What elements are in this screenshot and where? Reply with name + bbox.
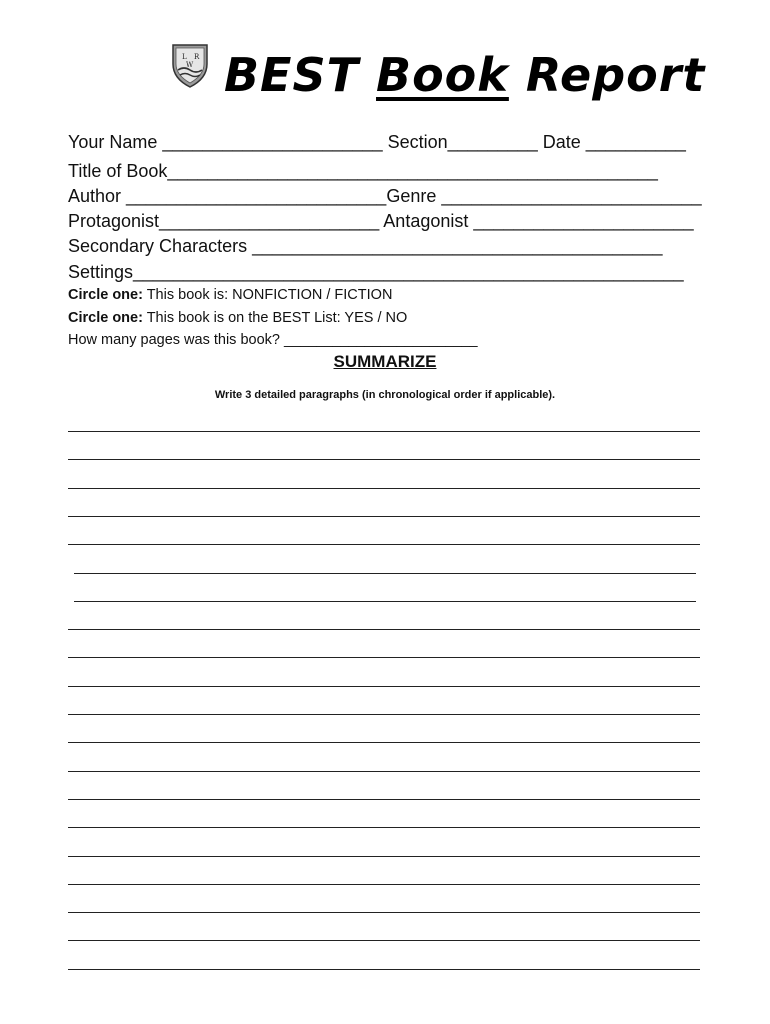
book-title-line[interactable]: Title of Book_________________________________________________ bbox=[68, 161, 658, 181]
title-report: Report bbox=[508, 48, 706, 102]
protagonist-antagonist-line[interactable]: Protagonist______________________ Antagonist ______________________ bbox=[68, 211, 694, 231]
writing-line[interactable] bbox=[68, 827, 700, 828]
secondary-characters-line[interactable]: Secondary Characters _________________________________________ bbox=[68, 236, 663, 256]
circle-one-label: Circle one: bbox=[68, 287, 143, 303]
writing-line[interactable] bbox=[68, 516, 700, 517]
circle-fiction-line[interactable] bbox=[68, 286, 392, 304]
summary-heading: SUMMARIZE bbox=[333, 352, 437, 371]
best-list-choice-text: This book is on the BEST List: YES / NO bbox=[142, 310, 408, 326]
writing-line[interactable] bbox=[68, 488, 700, 489]
writing-line[interactable] bbox=[68, 714, 700, 715]
author-genre-line[interactable]: Author __________________________Genre __________________________ bbox=[68, 186, 702, 206]
writing-line[interactable] bbox=[68, 657, 700, 658]
page-header bbox=[0, 36, 770, 116]
writing-line[interactable] bbox=[68, 856, 700, 857]
page-title bbox=[224, 48, 705, 102]
summary-instruction: Write 3 detailed paragraphs (in chronological order if applicable). bbox=[214, 389, 556, 401]
writing-line[interactable] bbox=[68, 742, 700, 743]
writing-line[interactable] bbox=[68, 969, 700, 970]
title-book: Book bbox=[376, 48, 509, 102]
fiction-choice-text: This book is: NONFICTION / FICTION bbox=[142, 287, 393, 303]
crest-letter-l: L bbox=[182, 53, 187, 61]
title-best: BEST bbox=[224, 48, 377, 102]
page-count-line[interactable]: How many pages was this book? ________________________ bbox=[68, 332, 478, 348]
settings-line[interactable]: Settings_______________________________________________________ bbox=[68, 262, 684, 282]
circle-one-label: Circle one: bbox=[68, 310, 143, 326]
crest-letter-r: R bbox=[194, 53, 200, 61]
writing-line[interactable] bbox=[68, 940, 700, 941]
writing-line[interactable] bbox=[68, 459, 700, 460]
writing-line[interactable] bbox=[68, 912, 700, 913]
writing-line[interactable] bbox=[68, 799, 700, 800]
circle-best-list-line[interactable] bbox=[68, 309, 407, 327]
writing-line[interactable] bbox=[68, 629, 700, 630]
writing-line[interactable] bbox=[68, 544, 700, 545]
writing-line[interactable] bbox=[74, 601, 696, 602]
writing-line[interactable] bbox=[68, 686, 700, 687]
writing-line[interactable] bbox=[68, 884, 700, 885]
name-section-date-line[interactable]: Your Name ______________________ Section_________ Date __________ bbox=[68, 132, 686, 152]
writing-line[interactable] bbox=[74, 573, 696, 574]
writing-line[interactable] bbox=[68, 431, 700, 432]
writing-line[interactable] bbox=[68, 771, 700, 772]
crest-letter-w: W bbox=[186, 61, 194, 69]
school-crest-icon bbox=[170, 42, 210, 88]
